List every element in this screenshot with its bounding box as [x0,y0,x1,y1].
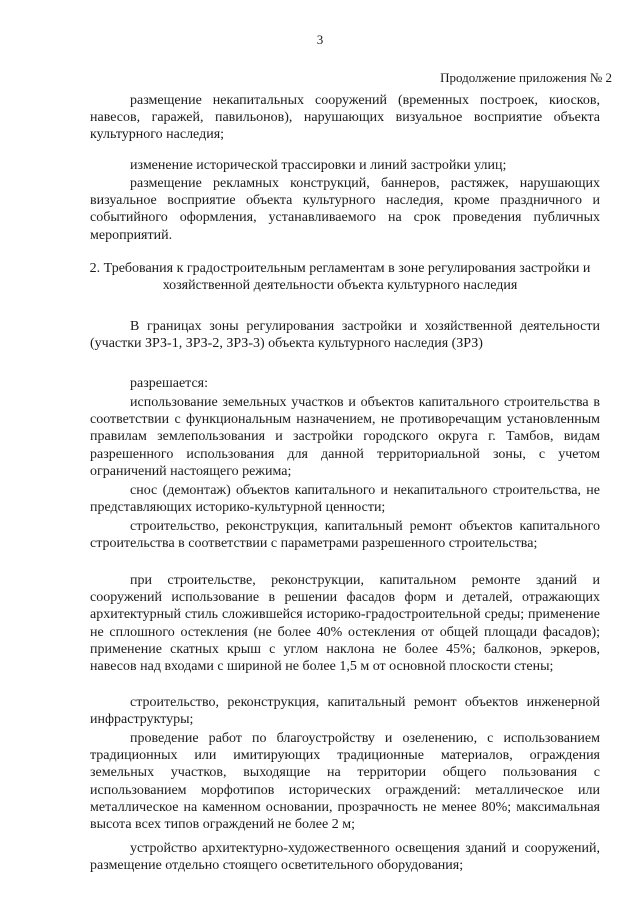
list-item: устройство архитектурно-художественного освещения зданий и сооружений, размещение отдельно стоящего осветительного оборудования; [90,841,600,874]
list-item: строительство, реконструкция, капитальный ремонт объектов капитального строительства в соответствии с параметрами разрешенного строительства; [90,519,600,552]
section-heading: 2. Требования к градостроительным регламентам в зоне регулирования застройки и хозяйственной деятельности объекта культурного наследия [89,261,591,293]
list-item: проведение работ по благоустройству и озеленению, с использованием традиционных или имитирующих традиционные материалов, ограждения земельных участков, выходящие на территории общего пользования с использованием морфотипов исторических ограждений: металлическое или металлическое на каменном основании, прозрачность не менее 80%; максимальная высота всех типов ограждений не более 2 м; [90,731,600,833]
list-item: при строительстве, реконструкции, капитальном ремонте зданий и сооружений использование в решении фасадов форм и деталей, отражающих архитектурный стиль сложившейся историко-градостроительной среды; применение не сплошного остекления (не более 40% остекления от общей площади фасадов); применение скатных крыш с углом наклона не более 45%; балконов, эркеров, навесов над входами с шириной не более 1,5 м от основной плоскости стены; [90,573,600,675]
intro-paragraph: В границах зоны регулирования застройки и хозяйственной деятельности (участки ЗРЗ-1, ЗРЗ-2, ЗРЗ-3) объекта культурного наследия (ЗРЗ) [90,319,600,352]
list-item: строительство, реконструкция, капитальный ремонт объектов инженерной инфраструктуры; [90,695,600,728]
paragraph: размещение некапитальных сооружений (временных построек, киосков, навесов, гаражей, павильонов), нарушающих визуальное восприятие объекта культурного наследия; [90,93,600,143]
paragraph: изменение исторической трассировки и линий застройки улиц; [130,158,507,173]
paragraph: размещение рекламных конструкций, баннеров, растяжек, нарушающих визуальное восприятие объекта культурного наследия, кроме праздничного и событийного оформления, устанавливаемого на срок проведения публичных мероприятий. [90,176,600,243]
allowed-label: разрешается: [130,376,208,391]
list-item: снос (демонтаж) объектов капитального и некапитального строительства, не представляющих историко-культурной ценности; [90,483,600,516]
list-item: использование земельных участков и объектов капитального строительства в соответствии с функциональным назначением, не противоречащим установленным правилам землепользования и застройки городского округа г. Тамбов, видам разрешенного использования для данной территориальной зоны, с учетом ограничений настоящего режима; [90,395,600,479]
appendix-continuation: Продолжение приложения № 2 [440,70,612,85]
page-number: 3 [316,32,324,47]
